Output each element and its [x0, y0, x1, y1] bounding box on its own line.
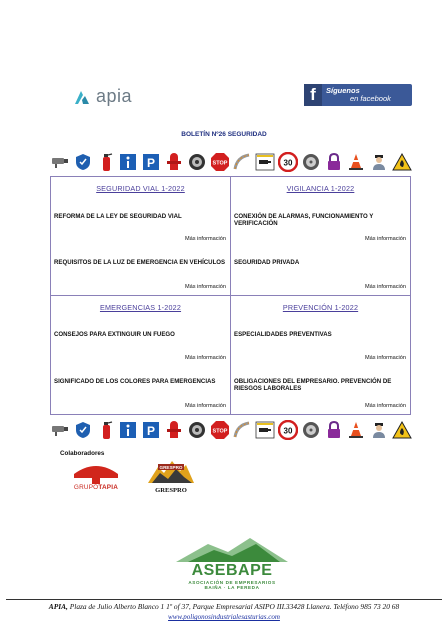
more-info-link[interactable]: Más información	[184, 284, 226, 290]
cctv-warning-sign-icon	[255, 152, 275, 172]
asebape-mountains-icon	[168, 534, 296, 564]
fire-extinguisher-icon	[96, 152, 116, 172]
fire-extinguisher-icon	[96, 420, 116, 440]
more-info-link[interactable]: Más información	[364, 236, 406, 242]
asebape-logo[interactable]	[168, 534, 296, 594]
grespro-word: GRESPRO	[155, 487, 187, 494]
svg-text:STOP: STOP	[212, 160, 228, 167]
shield-icon	[73, 152, 93, 172]
facebook-icon: f	[304, 84, 322, 106]
grespro-mark-icon	[146, 457, 196, 487]
padlock-icon	[324, 420, 344, 440]
more-info-link[interactable]: Más información	[364, 403, 406, 409]
fire-warning-sign-icon	[392, 420, 412, 440]
section-title-prevencion[interactable]: PREVENCIÓN 1-2022	[282, 303, 359, 312]
traffic-cone-icon	[346, 420, 366, 440]
more-info-link[interactable]: Más información	[184, 403, 226, 409]
facebook-line1: Síguenos	[326, 86, 360, 95]
item-colores-emergencias[interactable]: SIGNIFICADO DE LOS COLORES PARA EMERGENCIAS	[54, 378, 216, 385]
footer-org: APIA,	[48, 602, 68, 611]
cctv-camera-icon	[50, 152, 70, 172]
info-sign-icon	[118, 152, 138, 172]
road-work-icon	[232, 420, 252, 440]
padlock-icon	[324, 152, 344, 172]
icon-strip-bottom	[50, 418, 412, 442]
traffic-cone-icon	[346, 152, 366, 172]
facebook-follow-button[interactable]	[304, 84, 412, 106]
asebape-name: ASEBAPE	[191, 562, 273, 579]
svg-text:STOP: STOP	[212, 428, 228, 435]
asebape-sub1: ASOCIACIÓN DE EMPRESARIOS	[188, 580, 276, 585]
facebook-line2: en facebook	[350, 94, 391, 103]
grupo-tapia-mark-icon	[70, 460, 122, 484]
speed-limit-30-icon	[278, 152, 298, 172]
more-info-link[interactable]: Más información	[364, 284, 406, 290]
bulletin-grid	[50, 176, 411, 415]
asebape-sub2: BAIÑA · LA PEREDA	[204, 585, 260, 591]
footer-website-link[interactable]: www.poligonosindustrialesasturias.com	[168, 613, 280, 621]
more-info-link[interactable]: Más información	[364, 355, 406, 361]
item-reforma-ley[interactable]: REFORMA DE LA LEY DE SEGURIDAD VIAL	[54, 213, 182, 220]
section-title-vigilancia[interactable]: VIGILANCIA 1-2022	[286, 184, 355, 193]
svg-text:P: P	[147, 156, 156, 170]
fire-alarm-icon	[187, 420, 207, 440]
shield-icon	[73, 420, 93, 440]
fire-hydrant-icon	[164, 152, 184, 172]
grupo-tapia-word2: TAPIA	[98, 484, 119, 491]
section-title-emergencias[interactable]: EMERGENCIAS 1-2022	[99, 303, 182, 312]
stop-sign-icon	[210, 420, 230, 440]
svg-text:30: 30	[283, 426, 293, 436]
security-guard-icon	[369, 420, 389, 440]
footer-divider	[6, 599, 442, 600]
fire-alarm-icon	[187, 152, 207, 172]
icon-strip-top	[50, 150, 412, 174]
item-obligaciones-empresario[interactable]: OBLIGACIONES DEL EMPRESARIO. PREVENCIÓN DE RIESGOS LABORALES	[234, 378, 392, 393]
fire-warning-sign-icon	[392, 152, 412, 172]
more-info-link[interactable]: Más información	[184, 236, 226, 242]
item-especialidades-preventivas[interactable]: ESPECIALIDADES PREVENTIVAS	[234, 331, 332, 338]
section-title-seguridad-vial[interactable]: SEGURIDAD VIAL 1-2022	[96, 184, 185, 193]
apia-logo[interactable]	[72, 86, 132, 107]
bulletin-title: BOLETÍN Nº26 SEGURIDAD	[181, 131, 267, 138]
apia-logo-icon	[72, 87, 92, 107]
apia-logo-text: apia	[96, 86, 133, 106]
footer-address	[0, 602, 448, 611]
info-sign-icon	[118, 420, 138, 440]
fire-hydrant-icon	[164, 420, 184, 440]
parking-sign-icon	[141, 152, 161, 172]
more-info-link[interactable]: Más información	[184, 355, 226, 361]
svg-text:P: P	[147, 424, 156, 438]
grespro-logo[interactable]	[146, 457, 196, 497]
item-consejos-fuego[interactable]: CONSEJOS PARA EXTINGUIR UN FUEGO	[54, 331, 175, 338]
svg-text:30: 30	[283, 158, 293, 168]
alarm-bell-icon	[301, 152, 321, 172]
parking-sign-icon	[141, 420, 161, 440]
grupo-tapia-logo[interactable]	[70, 460, 122, 494]
item-luz-emergencia[interactable]: REQUISITOS DE LA LUZ DE EMERGENCIA EN VEHÍCULOS	[54, 259, 226, 266]
grupo-tapia-word1: GRUPO	[73, 484, 99, 491]
cctv-warning-sign-icon	[255, 420, 275, 440]
stop-sign-icon	[210, 152, 230, 172]
speed-limit-30-icon	[278, 420, 298, 440]
alarm-bell-icon	[301, 420, 321, 440]
grid-divider-horizontal	[51, 295, 410, 296]
footer-address-text: Plaza de Julio Alberto Blanco 1 1º of 37, Parque Empresarial ASIPO III.33428 Llanera. Teléfono 985 73 20 68	[67, 602, 400, 611]
svg-text:GRESPRO: GRESPRO	[159, 464, 183, 470]
road-work-icon	[232, 152, 252, 172]
security-guard-icon	[369, 152, 389, 172]
collaborators-label: Colaboradores	[60, 450, 105, 457]
item-conexion-alarmas[interactable]: CONEXIÓN DE ALARMAS, FUNCIONAMIENTO Y VERIFICACIÓN	[234, 213, 374, 228]
cctv-camera-icon	[50, 420, 70, 440]
item-seguridad-privada[interactable]: SEGURIDAD PRIVADA	[234, 259, 300, 266]
